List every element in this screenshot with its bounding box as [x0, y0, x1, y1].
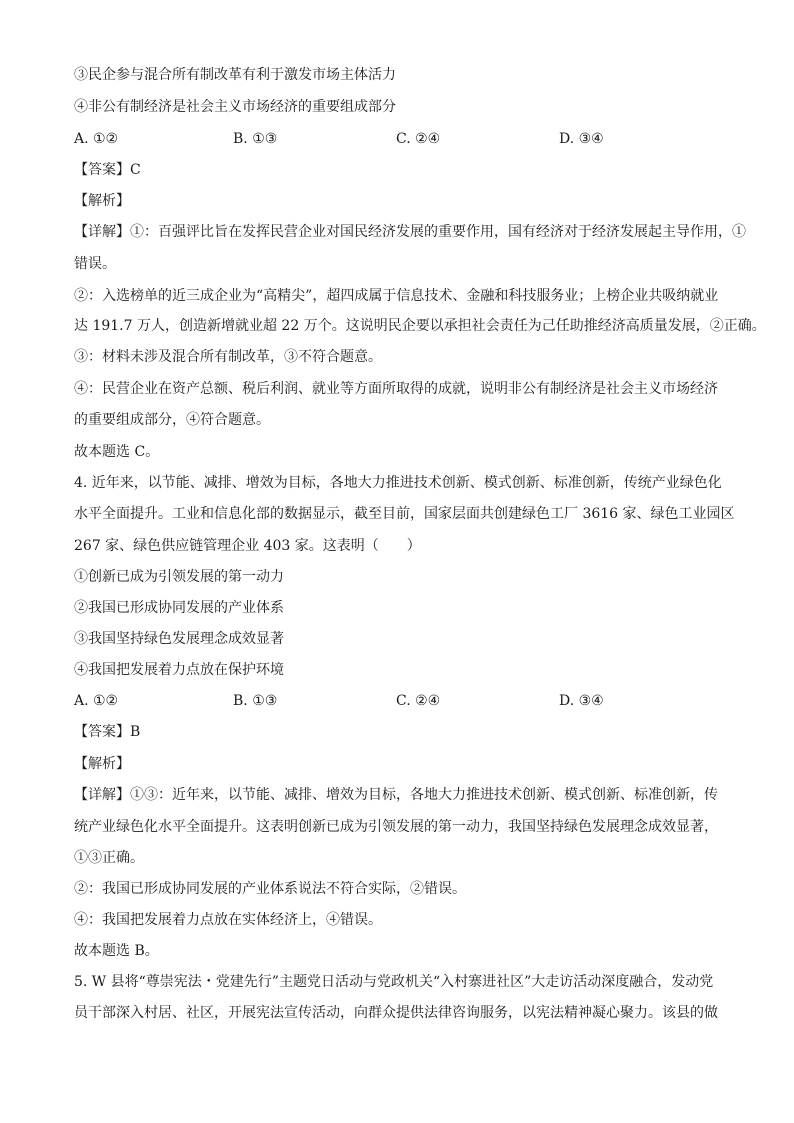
- q3-detail-line: 【详解】①：百强评比旨在发挥民营企业对国民经济发展的重要作用，国有经济对于经济发展起主导作用，①: [74, 224, 746, 240]
- q3-answer: 【答案】C: [74, 162, 141, 178]
- q4-detail-line: ①③正确。: [74, 850, 144, 866]
- q4-detail-line: 【详解】①③：近年来，以节能、减排、增效为目标，各地大力推进技术创新、模式创新、标准创新，传: [74, 787, 718, 803]
- q4-conclusion: 故本题选 B。: [74, 943, 159, 959]
- q4-detail-line: ②：我国已形成协同发展的产业体系说法不符合实际，②错误。: [74, 881, 466, 897]
- q4-option-4: ④我国把发展着力点放在保护环境: [74, 662, 284, 678]
- q3-detail-line: 达 191.7 万人，创造新增就业超 22 万个。这说明民企要以承担社会责任为己任助推经济高质量发展，②正确。: [74, 318, 766, 334]
- q4-detail-line: 统产业绿色化水平全面提升。这表明创新已成为引领发展的第一动力，我国坚持绿色发展理念成效显著，: [74, 819, 718, 835]
- q4-option-1: ①创新已成为引领发展的第一动力: [74, 569, 284, 585]
- q3-detail-line: ④：民营企业在资产总额、税后利润、就业等方面所取得的成就，说明非公有制经济是社会主义市场经济: [74, 381, 718, 397]
- q3-detail-line: ③：材料未涉及混合所有制改革，③不符合题意。: [74, 349, 382, 365]
- q3-choices: [74, 129, 754, 149]
- q5-stem-line: 员干部深入村居、社区，开展宪法宣传活动，向群众提供法律咨询服务，以宪法精神凝心聚力。该县的做: [74, 1005, 718, 1021]
- q4-analysis-tag: 【解析】: [74, 756, 130, 772]
- q4-option-3: ③我国坚持绿色发展理念成效显著: [74, 631, 284, 647]
- q4-option-2: ②我国已形成协同发展的产业体系: [74, 600, 284, 616]
- q3-conclusion: 故本题选 C。: [74, 444, 160, 460]
- q3-option-3: ③民企参与混合所有制改革有利于激发市场主体活力: [74, 67, 396, 83]
- q3-analysis-tag: 【解析】: [74, 193, 130, 209]
- q4-choices: [74, 691, 754, 711]
- q4-stem-line: 4. 近年来，以节能、减排、增效为目标，各地大力推进技术创新、模式创新、标准创新，传统产业绿色化: [74, 475, 722, 491]
- q4-answer: 【答案】B: [74, 724, 141, 740]
- q4-detail-line: ④：我国把发展着力点放在实体经济上，④错误。: [74, 912, 382, 928]
- q4-stem-line: 水平全面提升。工业和信息化部的数据显示，截至目前，国家层面共创建绿色工厂 3616 家、绿色工业园区: [74, 506, 735, 522]
- q4-choice-a: A. ①②: [74, 693, 119, 709]
- q5-stem-line: 5. W 县将“尊崇宪法・党建先行”主题党日活动与党政机关“入村寨进社区”大走访活动深度融合，发动党: [74, 974, 714, 990]
- q3-detail-line: 的重要组成部分，④符合题意。: [74, 412, 270, 428]
- q4-choice-c: C. ②④: [396, 693, 441, 709]
- q3-option-4: ④非公有制经济是社会主义市场经济的重要组成部分: [74, 99, 396, 115]
- q3-choice-d: D. ③④: [559, 131, 604, 147]
- q3-choice-c: C. ②④: [396, 131, 441, 147]
- q3-detail-line: 错误。: [74, 256, 116, 272]
- q3-detail-line: ②：入选榜单的近三成企业为“高精尖”，超四成属于信息技术、金融和科技服务业；上榜企业共吸纳就业: [74, 288, 719, 304]
- q3-choice-a: A. ①②: [74, 131, 119, 147]
- q4-choice-b: B. ①③: [233, 693, 278, 709]
- q4-stem-line: 267 家、绿色供应链管理企业 403 家。这表明（ ）: [74, 538, 421, 554]
- q3-choice-b: B. ①③: [233, 131, 278, 147]
- q4-choice-d: D. ③④: [559, 693, 604, 709]
